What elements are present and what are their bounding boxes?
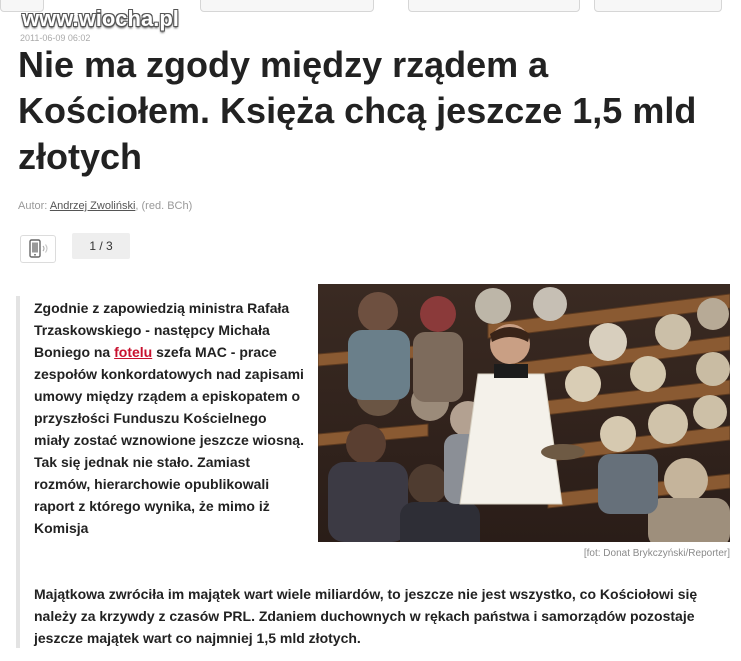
article-date: 2011-06-09 06:02 bbox=[20, 33, 91, 43]
toolbar-field-3[interactable] bbox=[594, 0, 722, 12]
photo-caption: [fot: Donat Brykczyński/Reporter] bbox=[583, 548, 730, 559]
gallery-pager[interactable]: 1 / 3 bbox=[72, 233, 130, 259]
article-headline: Nie ma zgody między rządem a Kościołem. Księża chcą jeszcze 1,5 mld złotych bbox=[18, 44, 697, 177]
site-watermark: www.wiocha.pl bbox=[22, 6, 179, 31]
article-lead-top bbox=[34, 297, 304, 539]
church-congregation-photo bbox=[318, 284, 730, 542]
lead-quote-rule bbox=[16, 296, 20, 648]
byline-prefix: Autor: bbox=[18, 200, 48, 212]
fotelu-link[interactable]: fotelu bbox=[114, 344, 153, 360]
mobile-version-button[interactable] bbox=[20, 235, 56, 263]
author-link[interactable]: Andrzej Zwoliński bbox=[49, 200, 136, 212]
article-lead-bottom: Majątkowa zwróciła im majątek wart wiele miliardów, to jeszcze nie jest wszystko, co Kościołowi się należy za krzywdy z czasów PRL. Zdaniem duchownych w rękach państwa i samorządów pozostaje jeszcze majątek wart co najmniej 1,5 mld złotych. bbox=[34, 586, 698, 646]
article-photo[interactable] bbox=[318, 284, 730, 542]
byline-suffix: , (red. BCh) bbox=[135, 200, 193, 212]
toolbar-field-1[interactable] bbox=[200, 0, 374, 12]
toolbar-field-2[interactable] bbox=[408, 0, 580, 12]
lead-text-1: Zgodnie z zapowiedzią ministra Rafała Trzaskowskiego - następcy Michała Boniego na bbox=[34, 300, 290, 360]
article-byline bbox=[18, 200, 192, 212]
lead-text-2: szefa MAC - prace zespołów konkordatowych nad zapisami umowy między rządem a episkopatem o przyszłości Funduszu Kościelnego miały zostać wznowione jeszcze wiosną. Tak się jednak nie stało. Zamiast rozmów, hierarchowie opublikowali raport z którego wynika, że mimo iż Komisja bbox=[34, 344, 304, 536]
mobile-phone-icon bbox=[21, 236, 55, 262]
